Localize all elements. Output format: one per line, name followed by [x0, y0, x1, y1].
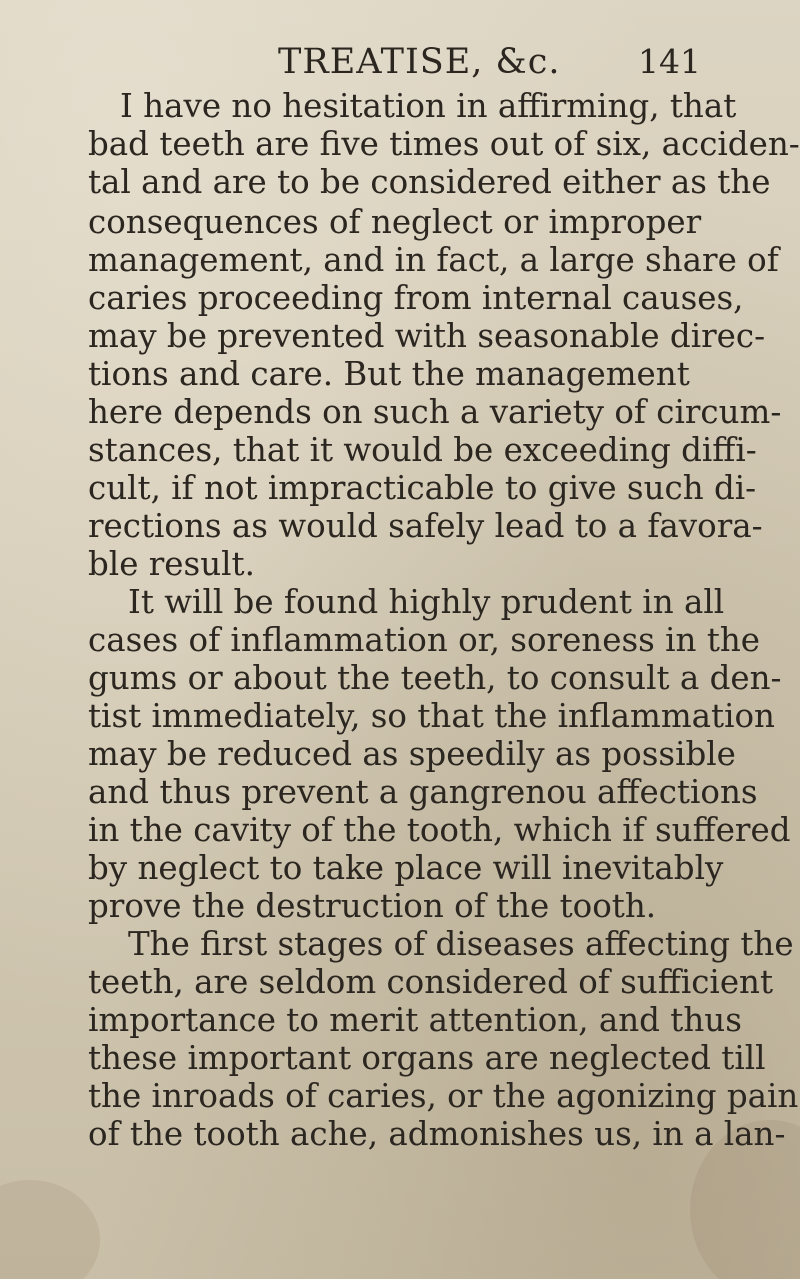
text-line: The first stages of diseases affecting the	[128, 925, 794, 963]
text-line: stances, that it would be exceeding diffi-	[88, 431, 757, 469]
text-line: management, and in fact, a large share of	[88, 241, 779, 279]
text-line: cases of inflammation or, soreness in the	[88, 621, 761, 659]
text-line: may be prevented with seasonable direc-	[88, 317, 766, 355]
text-line: caries proceeding from internal causes,	[88, 279, 744, 317]
text-line: consequences of neglect or improper	[88, 203, 702, 241]
text-line: and thus prevent a gangrenou affections	[88, 773, 758, 811]
page-header	[0, 42, 800, 82]
text-line: gums or about the teeth, to consult a den-	[88, 659, 782, 697]
text-line: cult, if not impracticable to give such di-	[88, 469, 757, 507]
text-line: in the cavity of the tooth, which if suffered	[88, 811, 791, 849]
text-line: prove the destruction of the tooth.	[88, 887, 657, 925]
text-line: the inroads of caries, or the agonizing pain	[88, 1077, 799, 1115]
text-line: rections as would safely lead to a favora-	[88, 507, 763, 545]
text-line: these important organs are neglected till	[88, 1039, 766, 1077]
text-line: here depends on such a variety of circum-	[88, 393, 782, 431]
text-line: bad teeth are five times out of six, acciden-	[88, 125, 800, 163]
text-line: tal and are to be considered either as the	[88, 163, 771, 201]
text-line: tist immediately, so that the inflammation	[88, 697, 775, 735]
text-line: may be reduced as speedily as possible	[88, 735, 736, 773]
text-line: importance to merit attention, and thus	[88, 1001, 742, 1039]
paper-stain	[0, 1180, 100, 1279]
page-number: 141	[638, 42, 701, 81]
text-line: I have no hesitation in affirming, that	[120, 87, 737, 125]
text-line: by neglect to take place will inevitably	[88, 849, 724, 887]
text-line: ble result.	[88, 545, 255, 583]
text-line: of the tooth ache, admonishes us, in a lan-	[88, 1115, 786, 1153]
text-line: It will be found highly prudent in all	[128, 583, 725, 621]
running-title: TREATISE, &c.	[278, 42, 561, 82]
text-line: teeth, are seldom considered of sufficient	[88, 963, 774, 1001]
text-line: tions and care. But the management	[88, 355, 690, 393]
